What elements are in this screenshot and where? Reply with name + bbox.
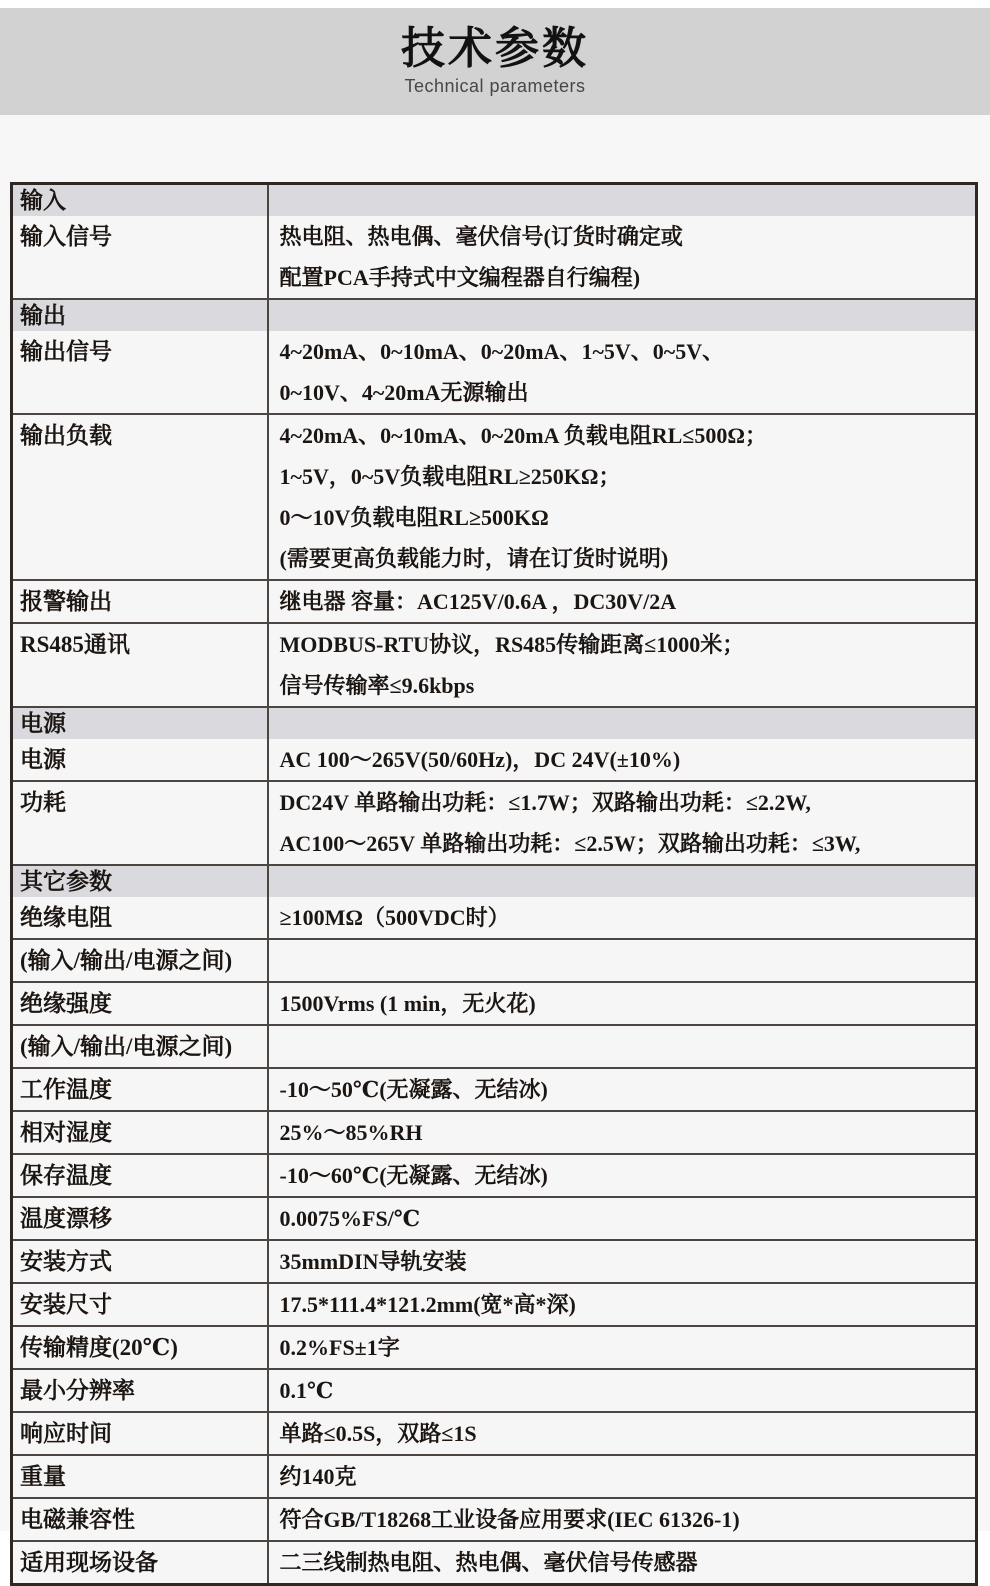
param-value-line: 配置PCA手持式中文编程器自行编程) <box>279 265 641 290</box>
param-value-line: ≥100MΩ（500VDC时） <box>279 905 510 930</box>
param-value-cell <box>268 939 977 982</box>
param-value-cell <box>268 1455 977 1498</box>
param-label: 工作温度 <box>20 1077 112 1102</box>
param-value-line: 0.0075%FS/℃ <box>279 1206 421 1231</box>
section-row <box>12 707 977 739</box>
param-value-cell <box>268 580 977 623</box>
table-row <box>12 331 977 414</box>
section-label: 输出 <box>20 303 66 328</box>
param-label-cell <box>12 939 268 982</box>
param-value-line: 约140克 <box>279 1464 357 1489</box>
param-label-cell <box>12 982 268 1025</box>
table-row <box>12 1068 977 1111</box>
table-row <box>12 623 977 707</box>
param-label-cell <box>12 897 268 939</box>
param-label-cell <box>12 1498 268 1541</box>
param-value-cell <box>268 897 977 939</box>
param-label: 电源 <box>20 747 66 772</box>
param-value-line: 17.5*111.4*121.2mm(宽*高*深) <box>279 1292 576 1317</box>
param-value-cell <box>268 1025 977 1068</box>
table-row <box>12 1240 977 1283</box>
param-label: 电磁兼容性 <box>20 1507 135 1532</box>
param-value-line: 0～10V负载电阻RL≥500KΩ <box>279 505 549 530</box>
param-value-line: AC 100～265V(50/60Hz)，DC 24V(±10%) <box>279 747 681 772</box>
param-value-line: 信号传输率≤9.6kbps <box>279 673 475 698</box>
param-label-cell <box>12 414 268 580</box>
section-row <box>12 865 977 897</box>
param-value-line: 二三线制热电阻、热电偶、毫伏信号传感器 <box>279 1550 698 1575</box>
param-label-cell <box>12 1455 268 1498</box>
param-label-cell <box>12 1412 268 1455</box>
param-label-cell <box>12 1025 268 1068</box>
table-row <box>12 1455 977 1498</box>
param-value-cell <box>268 1541 977 1585</box>
param-value-line: 0.2%FS±1字 <box>279 1335 400 1360</box>
spec-table <box>10 182 978 1586</box>
table-row <box>12 1111 977 1154</box>
param-label-cell <box>12 580 268 623</box>
section-label-cell <box>12 865 268 897</box>
param-label: 适用现场设备 <box>20 1550 158 1575</box>
param-label-cell <box>12 1240 268 1283</box>
section-label-cell <box>12 707 268 739</box>
param-label-cell <box>12 739 268 781</box>
table-row <box>12 739 977 781</box>
param-label-cell <box>12 1541 268 1585</box>
param-value-cell <box>268 865 977 897</box>
top-strip <box>0 0 990 8</box>
param-value-line: 25%～85%RH <box>279 1120 423 1145</box>
table-row <box>12 580 977 623</box>
table-row <box>12 939 977 982</box>
section-row <box>12 299 977 331</box>
param-value-cell <box>268 331 977 414</box>
param-value-cell <box>268 1283 977 1326</box>
param-label: 绝缘电阻 <box>20 905 112 930</box>
param-value-line: 35mmDIN导轨安装 <box>279 1249 467 1274</box>
param-value-cell <box>268 1197 977 1240</box>
param-value-line: MODBUS-RTU协议，RS485传输距离≤1000米； <box>279 632 745 657</box>
param-label: 输出负载 <box>20 423 112 448</box>
param-value-line: (需要更高负载能力时，请在订货时说明) <box>279 546 669 571</box>
param-label: 温度漂移 <box>20 1206 112 1231</box>
param-label-cell <box>12 216 268 299</box>
spec-table-body <box>12 184 977 1585</box>
param-label-cell <box>12 1154 268 1197</box>
param-value-cell <box>268 216 977 299</box>
param-value-cell <box>268 707 977 739</box>
table-row <box>12 1326 977 1369</box>
table-row <box>12 1498 977 1541</box>
param-label: (输入/输出/电源之间) <box>20 1034 233 1059</box>
section-label: 输入 <box>20 188 66 213</box>
param-value-cell <box>268 1498 977 1541</box>
table-row <box>12 1025 977 1068</box>
param-label-cell <box>12 1068 268 1111</box>
param-value-cell <box>268 1412 977 1455</box>
param-label: 输出信号 <box>20 339 112 364</box>
param-value-cell <box>268 982 977 1025</box>
param-label-cell <box>12 1283 268 1326</box>
table-row <box>12 1197 977 1240</box>
table-row <box>12 982 977 1025</box>
page-title: 技术参数 <box>401 23 589 73</box>
param-value-cell <box>268 414 977 580</box>
param-label-cell <box>12 1111 268 1154</box>
param-value-line: 1~5V，0~5V负载电阻RL≥250KΩ； <box>279 464 621 489</box>
param-label-cell <box>12 781 268 865</box>
section-label-cell <box>12 184 268 217</box>
param-value-line: 1500Vrms (1 min，无火花) <box>279 991 536 1016</box>
param-label: 安装方式 <box>20 1249 112 1274</box>
param-label: 保存温度 <box>20 1163 112 1188</box>
table-row <box>12 1412 977 1455</box>
param-value-line: 单路≤0.5S，双路≤1S <box>279 1421 477 1446</box>
table-row <box>12 897 977 939</box>
param-label: 最小分辨率 <box>20 1378 135 1403</box>
param-label-cell <box>12 1369 268 1412</box>
param-value-line: 符合GB/T18268工业设备应用要求(IEC 61326-1) <box>279 1507 740 1532</box>
section-row <box>12 184 977 217</box>
section-label-cell <box>12 299 268 331</box>
page-subtitle: Technical parameters <box>404 76 586 97</box>
param-value-cell <box>268 1369 977 1412</box>
table-row <box>12 1369 977 1412</box>
param-label: 安装尺寸 <box>20 1292 112 1317</box>
param-value-line: DC24V 单路输出功耗：≤1.7W；双路输出功耗：≤2.2W, <box>279 790 811 815</box>
param-value-line: 热电阻、热电偶、毫伏信号(订货时确定或 <box>279 224 683 249</box>
param-label: 绝缘强度 <box>20 991 112 1016</box>
section-label: 其它参数 <box>20 869 112 894</box>
param-value-cell <box>268 184 977 217</box>
param-label-cell <box>12 623 268 707</box>
param-value-cell <box>268 1154 977 1197</box>
param-label: 重量 <box>20 1464 66 1489</box>
param-value-line: 4~20mA、0~10mA、0~20mA、1~5V、0~5V、 <box>279 339 725 364</box>
param-label: 输入信号 <box>20 224 112 249</box>
param-value-cell <box>268 781 977 865</box>
param-value-line: AC100～265V 单路输出功耗：≤2.5W；双路输出功耗：≤3W, <box>279 831 861 856</box>
param-label: 功耗 <box>20 790 66 815</box>
param-value-cell <box>268 1111 977 1154</box>
table-row <box>12 414 977 580</box>
param-value-line: 继电器 容量：AC125V/0.6A ，DC30V/2A <box>279 589 677 614</box>
table-row <box>12 1541 977 1585</box>
section-label: 电源 <box>20 711 66 736</box>
param-label: RS485通讯 <box>20 632 130 657</box>
param-value-cell <box>268 299 977 331</box>
param-label-cell <box>12 331 268 414</box>
table-row <box>12 216 977 299</box>
param-value-cell <box>268 1326 977 1369</box>
param-label: 传输精度(20℃) <box>20 1335 178 1360</box>
param-value-cell <box>268 1240 977 1283</box>
param-value-cell <box>268 1068 977 1111</box>
param-label: (输入/输出/电源之间) <box>20 948 233 973</box>
table-row <box>12 781 977 865</box>
table-row <box>12 1154 977 1197</box>
param-value-cell <box>268 623 977 707</box>
param-value-cell <box>268 739 977 781</box>
param-label: 响应时间 <box>20 1421 112 1446</box>
param-value-line: 0~10V、4~20mA无源输出 <box>279 380 529 405</box>
param-label: 报警输出 <box>20 589 112 614</box>
param-label: 相对湿度 <box>20 1120 112 1145</box>
param-value-line: -10～50℃(无凝露、无结冰) <box>279 1077 548 1102</box>
table-row <box>12 1283 977 1326</box>
param-label-cell <box>12 1326 268 1369</box>
param-label-cell <box>12 1197 268 1240</box>
param-value-line: 0.1℃ <box>279 1378 334 1403</box>
param-value-line: -10～60℃(无凝露、无结冰) <box>279 1163 548 1188</box>
title-banner <box>0 8 990 115</box>
param-value-line: 4~20mA、0~10mA、0~20mA 负载电阻RL≤500Ω； <box>279 423 768 448</box>
